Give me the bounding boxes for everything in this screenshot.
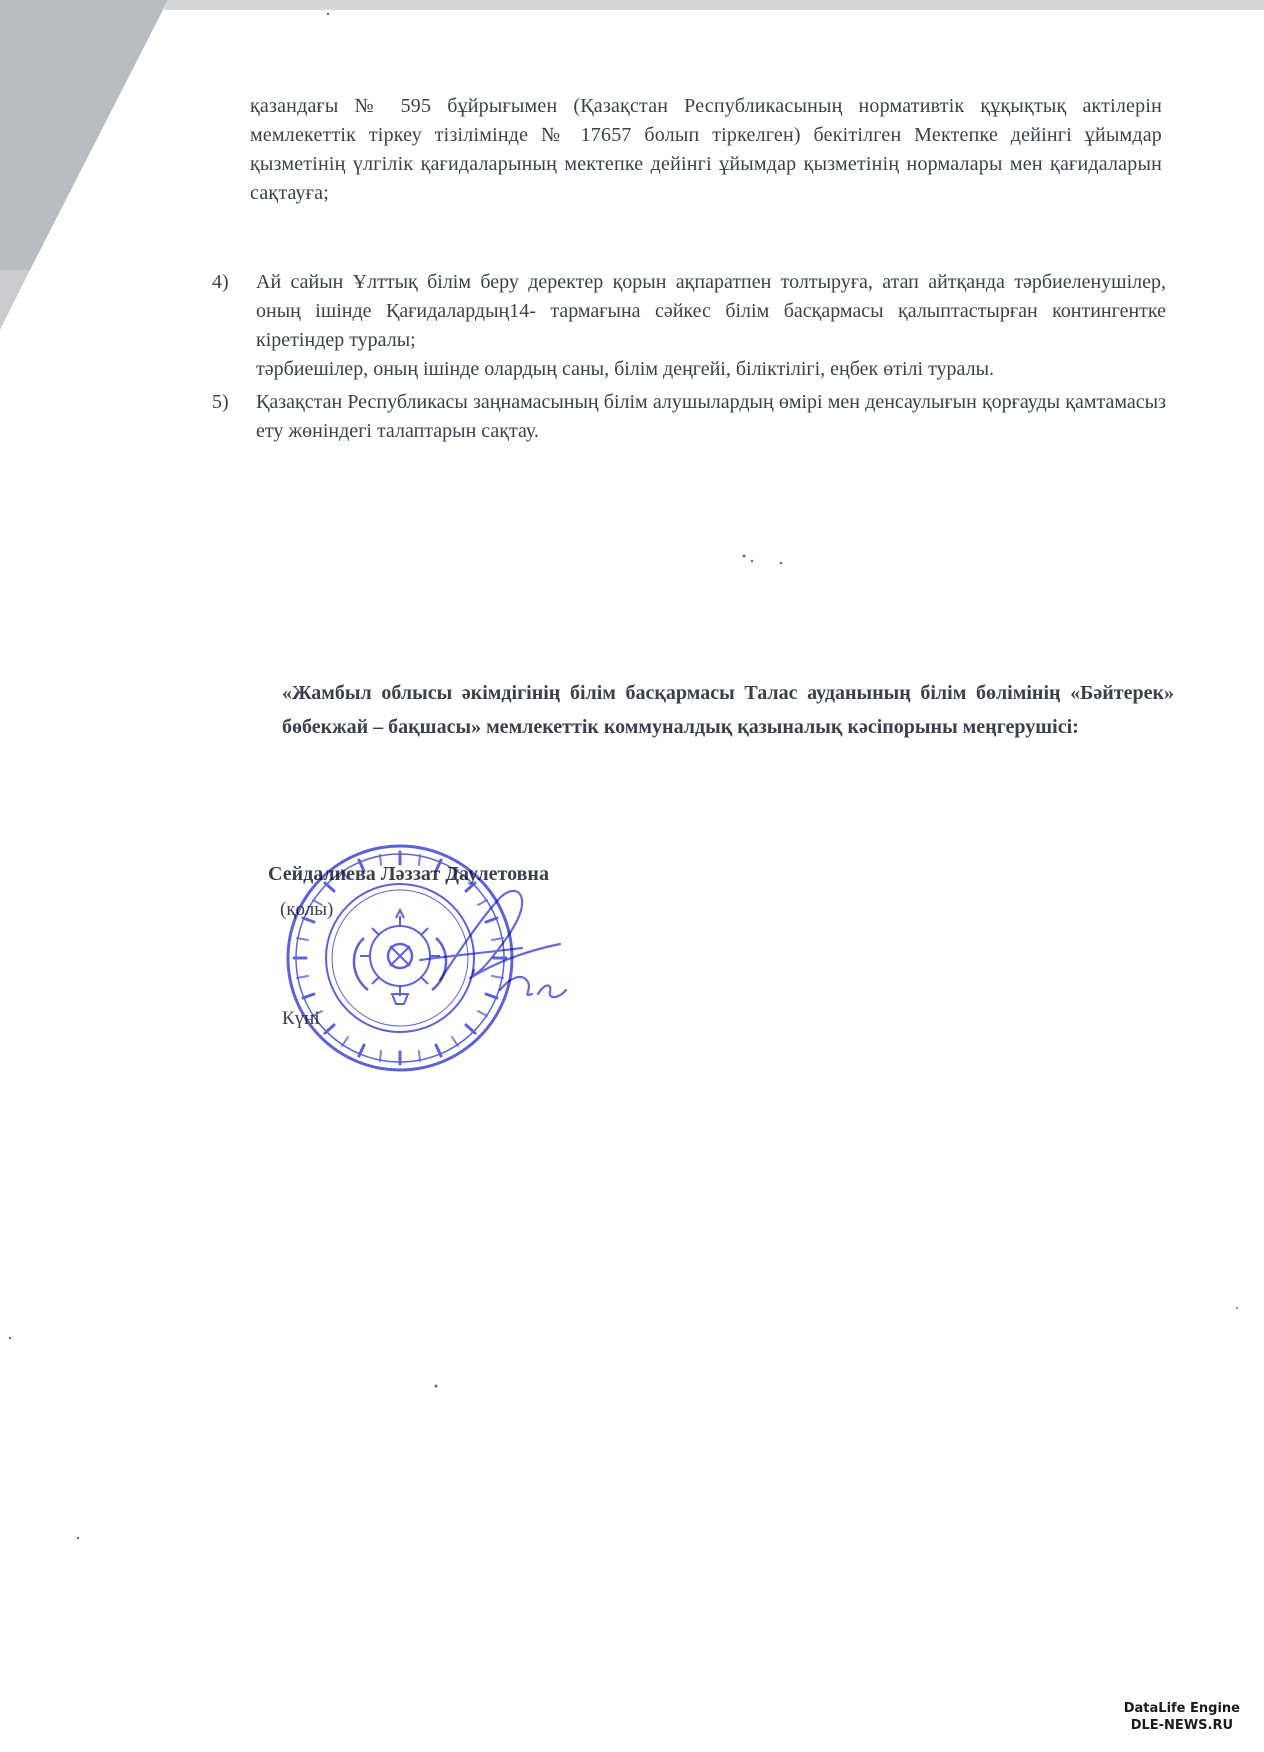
- signature-note: (қолы): [280, 899, 334, 920]
- watermark-line2: DLE-NEWS.RU: [1130, 1718, 1234, 1733]
- list-item-number: 4): [212, 271, 229, 293]
- numbered-list: [212, 268, 1166, 446]
- list-item-text: Қазақстан Республикасы заңнамасының білім алушылардың өмірі мен денсаулығын қорғауды қамтамасыз ету жөніндегі талаптарын сақтау.: [256, 391, 1166, 442]
- list-item-text: Ай сайын Ұлттық білім беру деректер қорын ақпаратпен толтыруға, атап айтқанда тәрбиеленушілер, оның ішінде Қағидалардың14- тармағына сәйкес білім басқармасы қалыптастырған контингентке кіретіндер туралы;: [256, 271, 1166, 351]
- list-item: [212, 268, 1166, 384]
- signature-title: «Жамбыл облысы әкімдігінің білім басқармасы Талас ауданының білім бөлімінің «Бәйтерек» бөбекжай – бақшасы» мемлекеттік коммуналдық қазыналық кәсіпорыны меңгерушісі:: [282, 682, 1174, 738]
- date-label: Күні: [282, 1008, 320, 1029]
- handwritten-signature-icon: [410, 860, 610, 1030]
- list-item-number: 5): [212, 391, 229, 413]
- list-item-text-continued: тәрбиешілер, оның ішінде олардың саны, білім деңгейі, біліктілігі, еңбек өтілі туралы.: [256, 358, 995, 380]
- list-item: [212, 388, 1166, 446]
- paragraph-continuation: қазандағы № 595 бұйрығымен (Қазақстан Республикасының нормативтік құқықтық актілерін мемлекеттік тіркеу тізілімінде № 17657 болып тіркелген) бекітілген Мектепке дейінгі ұйымдар қызметінің үлгілік қағидаларының мектепке дейінгі ұйымдар қызметінің нормалары мен қағидаларын сақтауға;: [250, 95, 1162, 204]
- signer-name: Сейдалиева Ләззат Даулетовна: [268, 863, 549, 885]
- watermark: [1124, 1700, 1240, 1734]
- watermark-line1: DataLife Engine: [1123, 1701, 1240, 1716]
